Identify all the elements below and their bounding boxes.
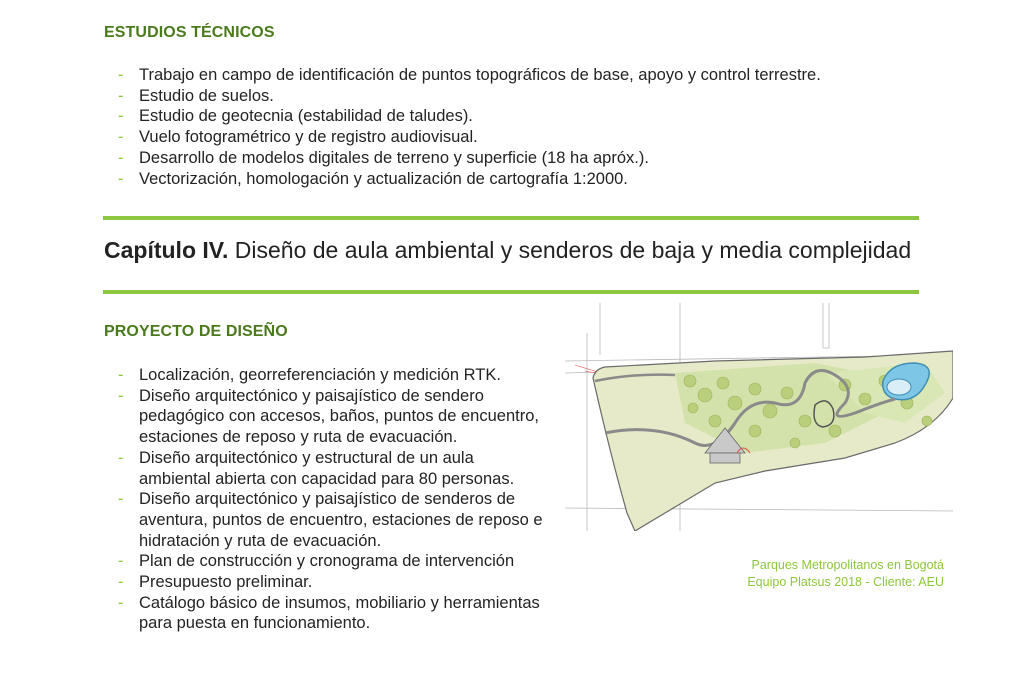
- chapter-number: Capítulo IV.: [104, 237, 229, 263]
- estudios-heading: ESTUDIOS TÉCNICOS: [104, 24, 275, 41]
- list-item: - Plan de construcción y cronograma de intervención: [118, 551, 548, 572]
- site-plan-drawing: [565, 303, 953, 531]
- list-item: - Presupuesto preliminar.: [118, 572, 548, 593]
- list-item: - Estudio de geotecnia (estabilidad de taludes).: [118, 106, 918, 127]
- list-item: - Desarrollo de modelos digitales de terreno y superficie (18 ha apróx.).: [118, 148, 918, 169]
- chapter-heading: [104, 237, 911, 264]
- list-item: - Diseño arquitectónico y paisajístico de sendero pedagógico con accesos, baños, puntos de encuentro, estaciones de reposo y ruta de evacuación.: [118, 386, 548, 448]
- list-item: - Diseño arquitectónico y estructural de un aula ambiental abierta con capacidad para 80 personas.: [118, 448, 548, 489]
- list-item: - Catálogo básico de insumos, mobiliario y herramientas para puesta en funcionamiento.: [118, 593, 548, 634]
- divider-top: [103, 216, 919, 220]
- caption-line-1: Parques Metropolitanos en Bogotá: [751, 558, 944, 572]
- divider-bottom: [103, 290, 919, 294]
- estudios-list: [118, 65, 918, 189]
- proyecto-list: [118, 365, 548, 634]
- list-item: - Localización, georreferenciación y medición RTK.: [118, 365, 548, 386]
- list-item: - Trabajo en campo de identificación de puntos topográficos de base, apoyo y control terrestre.: [118, 65, 918, 86]
- list-item: - Vectorización, homologación y actualización de cartografía 1:2000.: [118, 169, 918, 190]
- list-item: - Vuelo fotogramétrico y de registro audiovisual.: [118, 127, 918, 148]
- caption-line-2: Equipo Platsus 2018 - Cliente: AEU: [747, 575, 944, 589]
- list-item: - Diseño arquitectónico y paisajístico de senderos de aventura, puntos de encuentro, estaciones de reposo e hidratación y ruta de evacuación.: [118, 489, 548, 551]
- proyecto-heading: PROYECTO DE DISEÑO: [104, 323, 288, 340]
- figure-caption: [747, 557, 944, 591]
- list-item: - Estudio de suelos.: [118, 86, 918, 107]
- chapter-title: Diseño de aula ambiental y senderos de baja y media complejidad: [234, 237, 912, 263]
- site-plan-image: [565, 303, 953, 531]
